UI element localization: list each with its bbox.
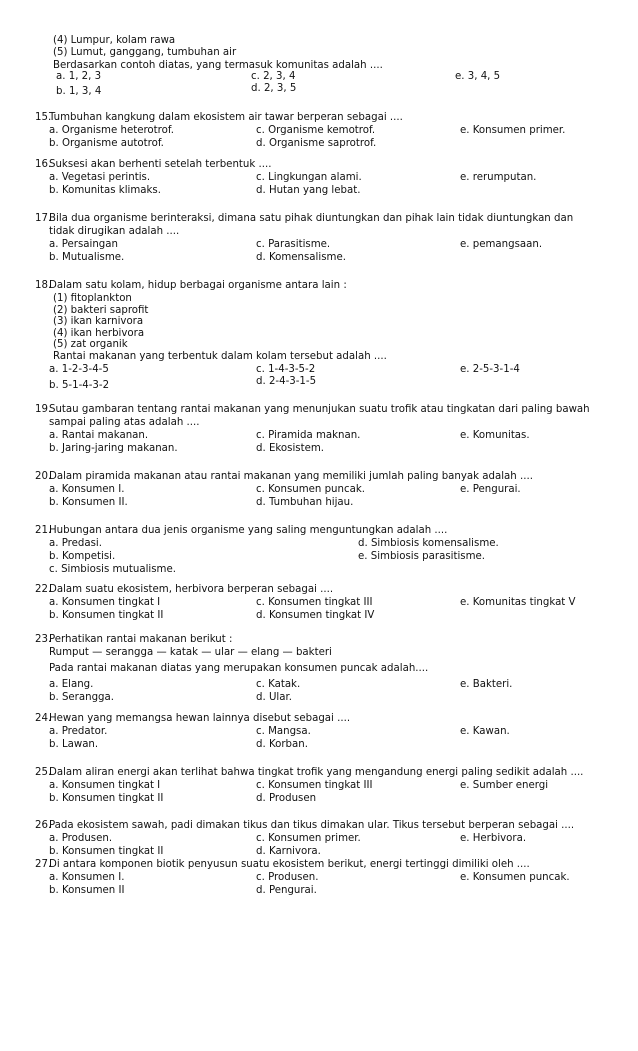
- question-number: 15.: [35, 112, 52, 123]
- answer-option: c. Organisme kemotrof.: [256, 125, 376, 136]
- answer-option: c. Piramida maknan.: [256, 430, 361, 441]
- answer-option: c. Simbiosis mutualisme.: [49, 564, 176, 575]
- answer-option: e. pemangsaan.: [460, 239, 543, 250]
- question-stem: Di antara komponen biotik penyusun suatu ekosistem berikut, energi tertinggi dimiliki oleh ....: [49, 859, 530, 870]
- question-number: 24.: [35, 713, 52, 724]
- answer-option: b. Komunitas klimaks.: [49, 185, 161, 196]
- question-number: 22.: [35, 584, 52, 595]
- answer-option: e. rerumputan.: [460, 172, 537, 183]
- question-sublist-item: (4) ikan herbivora: [53, 327, 145, 339]
- question-number: 25.: [35, 767, 52, 778]
- question-number: 20.: [35, 471, 52, 482]
- question-stem: Tumbuhan kangkung dalam ekosistem air tawar berperan sebagai ....: [49, 112, 403, 123]
- question-stem: Dalam piramida makanan atau rantai makanan yang memiliki jumlah paling banyak adalah ....: [49, 471, 533, 482]
- question-sublist-item: (1) fitoplankton: [53, 293, 132, 304]
- answer-option: b. Organisme autotrof.: [49, 138, 164, 149]
- answer-option: a. 1-2-3-4-5: [49, 364, 109, 375]
- answer-option: b. Jaring-jaring makanan.: [49, 443, 178, 454]
- intro-line: Berdasarkan contoh diatas, yang termasuk komunitas adalah ....: [53, 60, 383, 71]
- answer-option: a. Konsumen I.: [49, 872, 125, 883]
- answer-option: a. Vegetasi perintis.: [49, 172, 151, 183]
- intro-line: (5) Lumut, ganggang, tumbuhan air: [53, 47, 237, 58]
- answer-option: e. Simbiosis parasitisme.: [358, 551, 486, 562]
- question-number: 16.: [35, 159, 52, 170]
- question-stem: sampai paling atas adalah ....: [49, 417, 200, 428]
- answer-option: d. Ular.: [256, 692, 292, 703]
- answer-option: b. Mutualisme.: [49, 252, 125, 263]
- question-number: 26.: [35, 820, 52, 831]
- answer-option: c. Mangsa.: [256, 726, 311, 737]
- answer-option: e. Konsumen primer.: [460, 125, 566, 136]
- question-stem: tidak dirugikan adalah ....: [49, 226, 180, 237]
- answer-option: e. Pengurai.: [460, 484, 521, 495]
- answer-option: b. 1, 3, 4: [56, 86, 102, 97]
- answer-option: a. Predasi.: [49, 538, 103, 549]
- question-number: 18.: [35, 280, 52, 291]
- answer-option: b. Serangga.: [49, 692, 114, 703]
- intro-line: (4) Lumpur, kolam rawa: [53, 35, 176, 46]
- answer-option: c. Katak.: [256, 679, 301, 690]
- answer-option: a. Rantai makanan.: [49, 430, 149, 441]
- question-sublist-item: Rantai makanan yang terbentuk dalam kolam tersebut adalah ....: [53, 350, 387, 362]
- question-number: 17.: [35, 213, 52, 224]
- answer-option: d. Karnivora.: [256, 846, 321, 857]
- answer-option: d. Tumbuhan hijau.: [256, 497, 354, 508]
- answer-option: d. Organisme saprotrof.: [256, 138, 377, 149]
- answer-option: a. Konsumen tingkat I: [49, 780, 161, 791]
- question-stem: Dalam aliran energi akan terlihat bahwa tingkat trofik yang mengandung energi paling sedikit adalah ....: [49, 767, 584, 778]
- question-stem: Dalam suatu ekosistem, herbivora berperan sebagai ....: [49, 584, 334, 595]
- answer-option: e. Komunitas.: [460, 430, 530, 441]
- question-stem: Sutau gambaran tentang rantai makanan yang menunjukan suatu trofik atau tingkatan dari paling bawah: [49, 404, 590, 415]
- answer-option: e. Kawan.: [460, 726, 510, 737]
- answer-option: d. 2-4-3-1-5: [256, 376, 317, 387]
- question-sublist-item: Pada rantai makanan diatas yang merupakan konsumen puncak adalah....: [49, 663, 429, 674]
- answer-option: c. Konsumen primer.: [256, 833, 361, 844]
- answer-option: a. Produsen.: [49, 833, 113, 844]
- answer-option: b. Lawan.: [49, 739, 99, 750]
- question-sublist-item: (2) bakteri saprofit: [53, 304, 149, 316]
- answer-option: d. 2, 3, 5: [251, 83, 297, 94]
- question-number: 19.: [35, 404, 52, 415]
- question-number: 27.: [35, 859, 52, 870]
- answer-option: b. Konsumen tingkat II: [49, 846, 164, 857]
- answer-option: b. Konsumen tingkat II: [49, 793, 164, 804]
- answer-option: d. Ekosistem.: [256, 443, 325, 454]
- answer-option: e. Komunitas tingkat V: [460, 597, 576, 608]
- answer-option: c. Konsumen tingkat III: [256, 780, 373, 791]
- answer-option: e. Herbivora.: [460, 833, 527, 844]
- answer-option: d. Korban.: [256, 739, 308, 750]
- answer-option: e. 3, 4, 5: [455, 71, 501, 82]
- question-sublist-item: (3) ikan karnivora: [53, 316, 144, 327]
- answer-option: d. Komensalisme.: [256, 252, 346, 263]
- answer-option: c. 2, 3, 4: [251, 71, 296, 82]
- answer-option: c. Konsumen puncak.: [256, 484, 365, 495]
- answer-option: c. Lingkungan alami.: [256, 172, 362, 183]
- question-stem: Perhatikan rantai makanan berikut :: [49, 634, 233, 645]
- question-stem: Bila dua organisme berinteraksi, dimana satu pihak diuntungkan dan pihak lain tidak diuntungkan dan: [49, 213, 574, 224]
- answer-option: a. Konsumen tingkat I: [49, 597, 161, 608]
- question-stem: Dalam satu kolam, hidup berbagai organisme antara lain :: [49, 280, 347, 291]
- answer-option: d. Simbiosis komensalisme.: [358, 538, 499, 549]
- answer-option: a. Organisme heterotrof.: [49, 125, 174, 136]
- question-sublist-item: (5) zat organik: [53, 339, 128, 350]
- answer-option: d. Pengurai.: [256, 885, 317, 896]
- question-stem: Hewan yang memangsa hewan lainnya disebut sebagai ....: [49, 713, 351, 724]
- answer-option: a. Konsumen I.: [49, 484, 125, 495]
- answer-option: e. Bakteri.: [460, 679, 513, 690]
- answer-option: a. Predator.: [49, 726, 108, 737]
- answer-option: c. Produsen.: [256, 872, 319, 883]
- answer-option: c. Parasitisme.: [256, 239, 331, 250]
- answer-option: d. Hutan yang lebat.: [256, 185, 361, 196]
- answer-option: b. Konsumen tingkat II: [49, 610, 164, 621]
- answer-option: a. Persaingan: [49, 239, 118, 250]
- question-number: 23.: [35, 634, 52, 645]
- answer-option: d. Produsen: [256, 793, 317, 804]
- answer-option: d. Konsumen tingkat IV: [256, 610, 375, 621]
- answer-option: e. Sumber energi: [460, 780, 549, 791]
- question-stem: Pada ekosistem sawah, padi dimakan tikus dan tikus dimakan ular. Tikus tersebut berperan sebagai ....: [49, 820, 575, 831]
- answer-option: a. 1, 2, 3: [56, 71, 102, 82]
- answer-option: e. Konsumen puncak.: [460, 872, 570, 883]
- answer-option: c. Konsumen tingkat III: [256, 597, 373, 608]
- answer-option: a. Elang.: [49, 679, 94, 690]
- answer-option: b. Konsumen II.: [49, 497, 128, 508]
- answer-option: b. Kompetisi.: [49, 551, 116, 562]
- answer-option: b. 5-1-4-3-2: [49, 380, 110, 391]
- question-sublist-item: Rumput — serangga — katak — ular — elang — bakteri: [49, 647, 332, 658]
- answer-option: e. 2-5-3-1-4: [460, 364, 520, 375]
- question-stem: Suksesi akan berhenti setelah terbentuk ....: [49, 159, 272, 170]
- question-stem: Hubungan antara dua jenis organisme yang saling menguntungkan adalah ....: [49, 525, 448, 536]
- question-number: 21.: [35, 525, 52, 536]
- answer-option: c. 1-4-3-5-2: [256, 364, 316, 375]
- answer-option: b. Konsumen II: [49, 885, 125, 896]
